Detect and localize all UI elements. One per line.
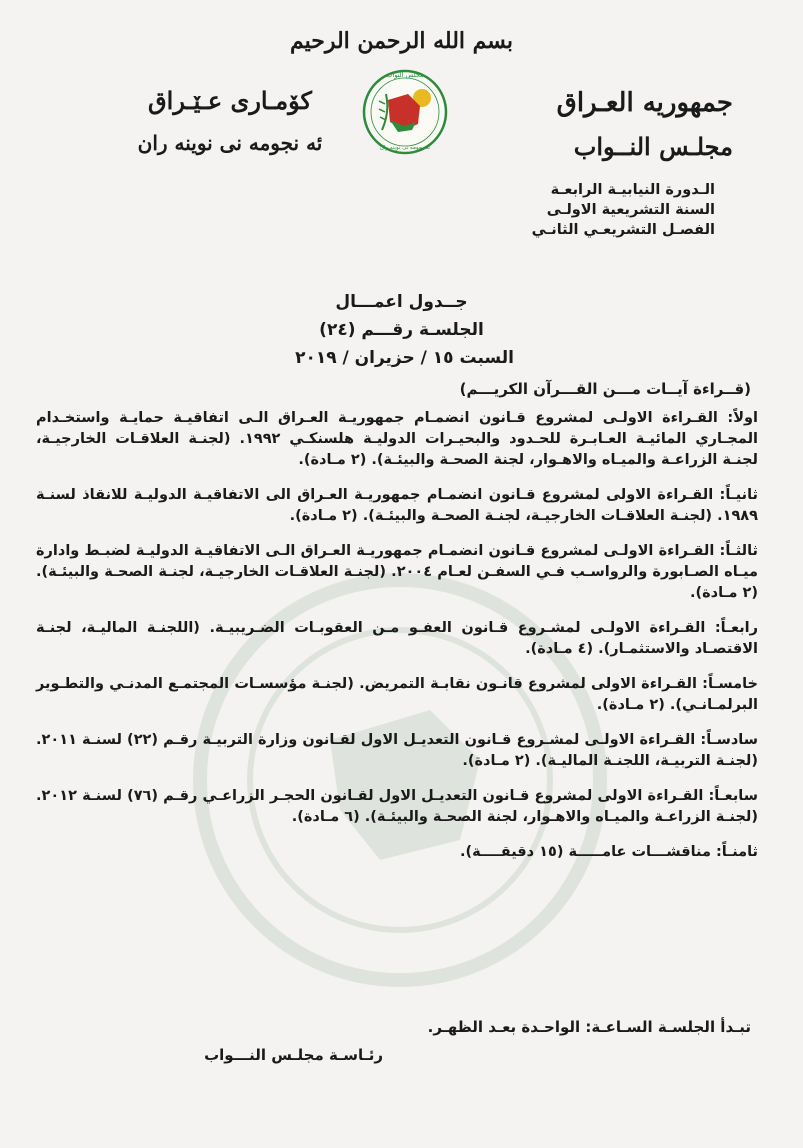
agenda-items-list <box>36 408 758 877</box>
agenda-item-8 <box>36 842 758 863</box>
council-name: مجلـس النــواب <box>573 132 733 161</box>
agenda-item-2 <box>36 485 758 527</box>
session-date: السبت ١٥ / حزيران / ٢٠١٩ <box>295 348 514 368</box>
item-text: مناقشـــات عامـــــة (١٥ دقيقــــة). <box>460 844 716 860</box>
republic-name-kurdish: كۆمـاری عـێـراق <box>148 86 312 115</box>
council-name-kurdish: ئه نجومه نی نوینه ران <box>137 131 323 155</box>
agenda-item-5 <box>36 674 758 716</box>
item-ordinal: رابعـاً: <box>714 620 758 636</box>
item-text: القـراءة الاولى لمشروع قانـون نقابـة التمريض. (لجنـة مؤسسـات المجتمـع المدنـي والتطـوير البرلمـانـي). (٢ مـادة). <box>36 676 758 713</box>
header-kurdish-block <box>110 86 350 155</box>
republic-name: جمهوريه العـراق <box>556 88 733 118</box>
session-info <box>532 180 715 240</box>
agenda-item-1 <box>36 408 758 471</box>
header-arabic-block <box>493 88 733 161</box>
parliamentary-term: الـدورة النيابيـة الرابعـة <box>550 182 715 198</box>
legislative-year: السنة التشريعية الاولـى <box>546 202 715 218</box>
item-text: القـراءة الاولـى لمشروع قـانون انضمـام جمهوريـة العـراق الـى اتفاقيـة حمايـة واستخـدام المجـاري المائيـة العـابـرة للحـدود والبحيـرات الدوليـة هلسنكـي ١٩٩٢. (لجنـة العلاقـات الخارجيـة، لجنـة الزراعـة والميـاه والاهـوار، لجنة الصحـة والبيئـة). (٢ مـادة). <box>36 410 759 468</box>
item-text: القـراءة الاولـى لمشروع قـانون انضمـام جمهوريـة العـراق الـى الاتفاقيـة الدوليـة لضبـط وادارة ميـاه الصـابورة والرواسـب فـي السفـن لعـام ٢٠٠٤. (لجنـة العلاقـات الخارجيـة، لجنـة الصحـة والبيئـة). (٢ مـادة). <box>36 543 758 601</box>
item-ordinal: خامسـاً: <box>702 676 758 692</box>
presidency-signature: رئـاسـة مجلـس النـــواب <box>204 1046 383 1064</box>
item-ordinal: ثالثـاً: <box>719 543 758 559</box>
agenda-item-7 <box>36 786 758 828</box>
basmala-heading: بسم الله الرحمن الرحيم <box>289 28 514 54</box>
item-ordinal: سادسـاً: <box>700 732 759 748</box>
session-start-time: تبـدأ الجلسـة السـاعـة: الواحـدة بعـد الظهـر. <box>427 1018 751 1036</box>
agenda-title: جــدول اعمـــال <box>335 292 468 312</box>
session-number: الجلسـة رقـــم (٢٤) <box>319 320 484 340</box>
agenda-item-6 <box>36 730 758 772</box>
legislative-chapter: الفصـل التشريعـي الثانـي <box>531 222 715 238</box>
item-ordinal: ثامنـاً: <box>716 844 758 860</box>
emblem-text-bottom: ئه نجومه نی نوینه ران <box>379 145 431 151</box>
quran-recitation: (قــراءة آيــات مـــن القـــرآن الكريـــم) <box>459 380 751 398</box>
item-ordinal: اولاً: <box>727 410 758 426</box>
agenda-item-3 <box>36 541 758 604</box>
emblem-text-top: مجلس النواب <box>386 71 424 79</box>
item-text: القـراءة الاولـى لمشـروع قـانون التعديـل الاول لقـانون وزارة التربيـة رقـم (٢٢) لسنـة ٢٠١١. (لجنـة التربيـة، اللجنـة الماليـة). (٢ مـادة). <box>36 732 758 769</box>
agenda-item-4 <box>36 618 758 660</box>
item-text: القـراءة الاولى لمشروع قـانون انضمـام جمهوريـة العـراق الى الاتفاقيـة الدوليـة للانقاذ لسنـة ١٩٨٩. (لجنـة العلاقـات الخارجيـة، لجنـة الصحـة والبيئـة). (٢ مـادة). <box>36 487 758 524</box>
parliament-emblem-icon <box>360 60 450 165</box>
agenda-heading <box>0 288 803 372</box>
item-text: القـراءة الاولى لمشروع قـانون التعديـل الاول لقـانون الحجـر الزراعـي رقـم (٧٦) لسنـة ٢٠١٢. (لجنـة الزراعـة والميـاه والاهـوار، لجنة الصحـة والبيئـة). (٦ مـادة). <box>36 788 758 825</box>
item-text: القـراءة الاولـى لمشـروع قـانون العفـو مـن العقوبـات الضـريبيـة. (اللجنـة الماليـة، لجنـة الاقتصـاد والاستثمـار). (٤ مـادة). <box>36 620 758 657</box>
item-ordinal: ثانيـاً: <box>719 487 758 503</box>
item-ordinal: سابعـاً: <box>708 788 758 804</box>
